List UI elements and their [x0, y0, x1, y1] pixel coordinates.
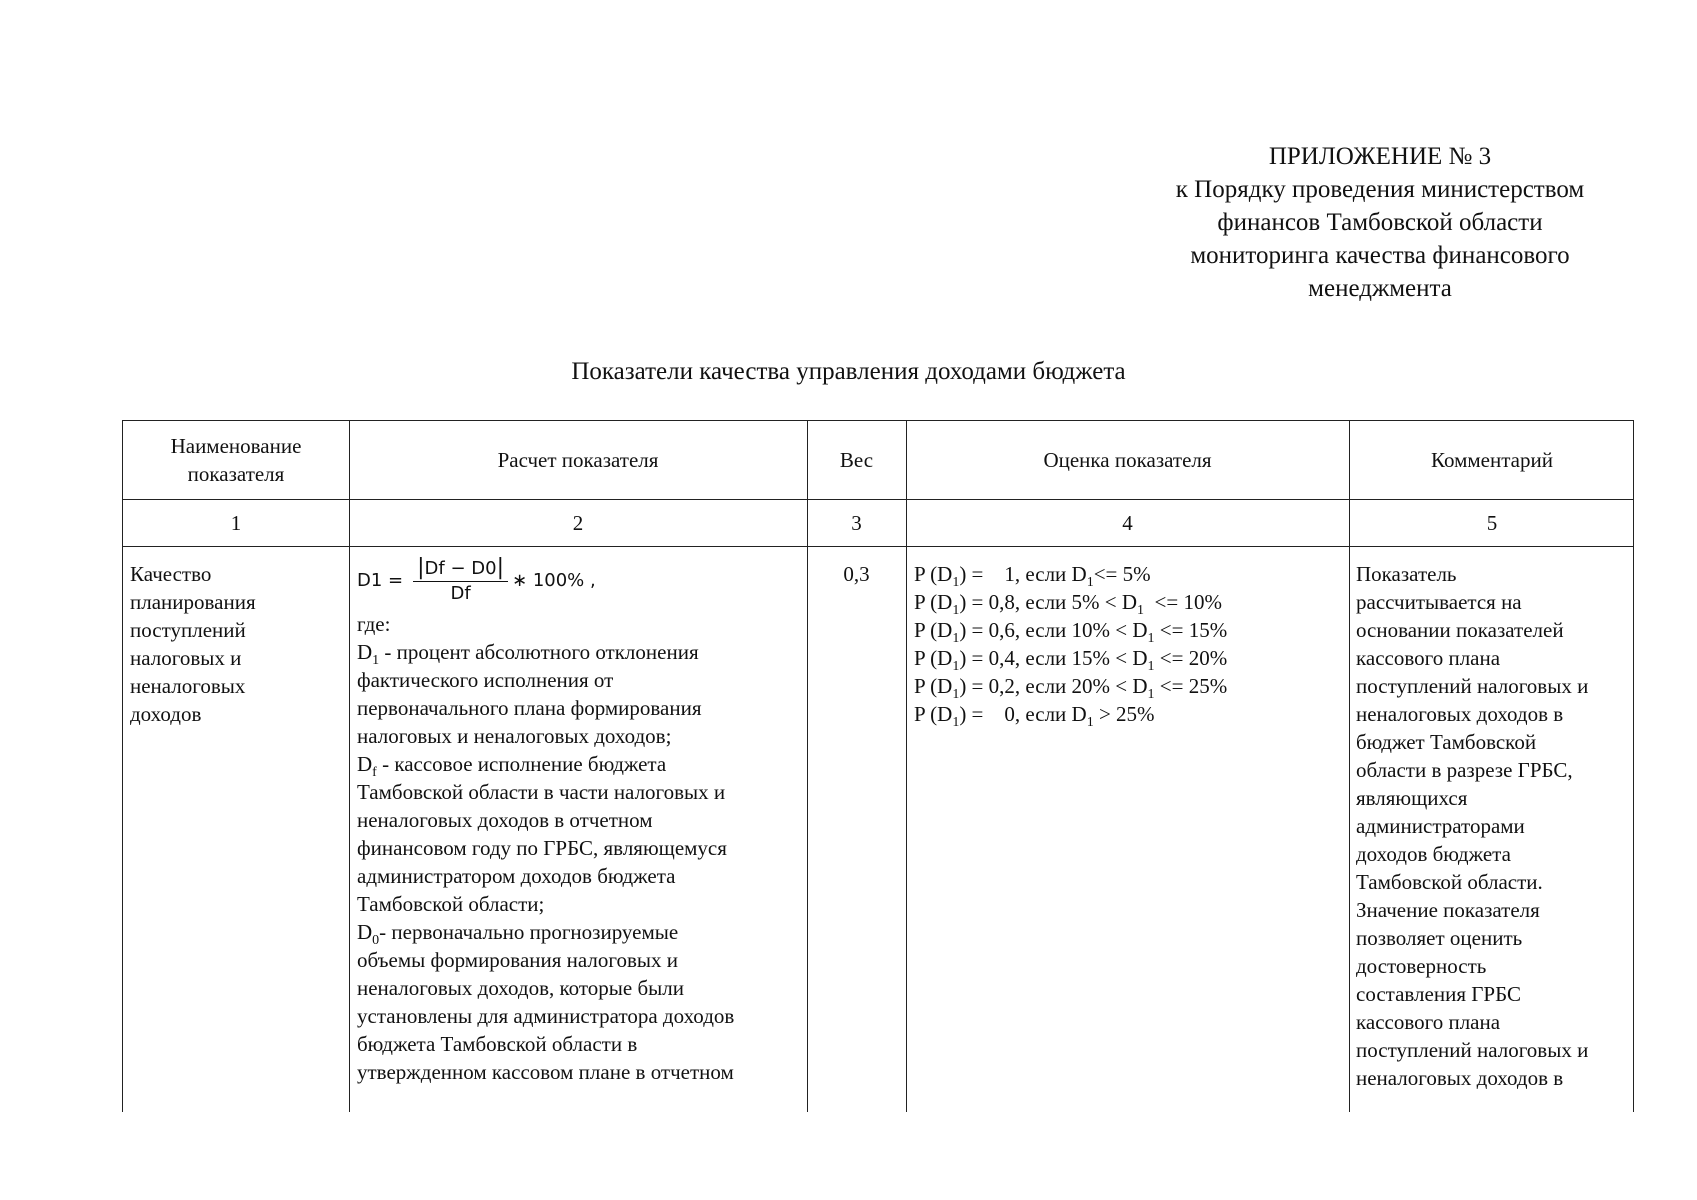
appendix-line: финансов Тамбовской области [1217, 209, 1543, 236]
comment-line: Тамбовской области. [1356, 870, 1543, 894]
definition-line: финансовом году по ГРБС, являющемуся [357, 836, 727, 860]
indicator-name-line: неналоговых [130, 674, 246, 698]
score-threshold: <= 15% [1154, 618, 1228, 642]
definition-line [357, 750, 801, 781]
score-condition: ) = 1, если D [959, 562, 1087, 586]
score-subscript: 1 [1086, 575, 1094, 591]
comment-line: кассового плана [1356, 1010, 1501, 1034]
comment-line: доходов бюджета [1356, 842, 1511, 866]
score-subscript: 1 [1086, 715, 1094, 731]
column-number: 3 [851, 510, 862, 535]
score-prefix: P (D [914, 674, 953, 698]
indicator-weight: 0,3 [843, 562, 870, 586]
comment-line: неналоговых доходов в [1356, 702, 1564, 726]
score-prefix: P (D [914, 702, 953, 726]
score-line [914, 588, 1343, 619]
score-condition: ) = 0,2, если 20% < D [959, 674, 1148, 698]
comment-line: основании показателей [1356, 618, 1564, 642]
comment-line: кассового плана [1356, 646, 1501, 670]
appendix-line: к Порядку проведения министерством [1175, 176, 1585, 203]
score-subscript: 1 [952, 575, 960, 591]
indicator-comment [1349, 546, 1635, 1092]
score-condition: ) = 0,8, если 5% < D [959, 590, 1138, 614]
appendix-line: мониторинга качества финансового [1190, 242, 1570, 269]
formula [357, 552, 801, 610]
formula-fraction [413, 556, 508, 606]
formula-lhs: D1 = [357, 570, 404, 591]
comment-line: поступлений налоговых и [1356, 674, 1589, 698]
score-threshold: > 25% [1093, 702, 1155, 726]
score-subscript: 1 [952, 687, 960, 703]
column-number: 4 [1122, 510, 1133, 535]
definition-line: первоначального плана формирования [357, 696, 702, 720]
comment-line: Значение показателя [1356, 898, 1540, 922]
column-number: 5 [1486, 510, 1498, 535]
score-subscript: 1 [1147, 687, 1155, 703]
indicator-name-line: поступлений [130, 618, 246, 642]
comment-line: являющихся [1356, 786, 1468, 810]
indicator-score [906, 546, 1349, 731]
comment-line: позволяет оценить [1356, 926, 1523, 950]
score-line [914, 672, 1343, 703]
definition-text: - первоначально прогнозируемые [379, 920, 679, 944]
score-subscript: 1 [1147, 631, 1155, 647]
score-condition: ) = 0, если D [959, 702, 1087, 726]
definition-subscript: 1 [372, 653, 380, 669]
comment-line: составления ГРБС [1356, 982, 1521, 1006]
score-prefix: P (D [914, 618, 953, 642]
score-threshold: <= 25% [1154, 674, 1228, 698]
definition-line: неналоговых доходов в отчетном [357, 808, 653, 832]
definition-line [357, 918, 801, 949]
definition-subscript: f [372, 765, 377, 781]
definition-line: Тамбовской области в части налоговых и [357, 780, 726, 804]
indicator-name-line: Качество [130, 562, 212, 586]
indicator-name [123, 546, 349, 728]
header-name: Наименование показателя [170, 434, 302, 486]
score-prefix: P (D [914, 590, 953, 614]
score-subscript: 1 [952, 659, 960, 675]
score-prefix: P (D [914, 646, 953, 670]
comment-line: Показатель [1356, 562, 1457, 586]
score-line [914, 700, 1343, 731]
definition-line: установлены для администратора доходов [357, 1004, 735, 1028]
indicator-calculation [349, 546, 807, 1086]
comment-line: бюджет Тамбовской [1356, 730, 1537, 754]
comment-line: области в разрезе ГРБС, [1356, 758, 1573, 782]
definition-symbol: D [357, 920, 373, 944]
score-subscript: 1 [952, 603, 960, 619]
definition-line: налоговых и неналоговых доходов; [357, 724, 672, 748]
definition-line: бюджета Тамбовской области в [357, 1032, 638, 1056]
score-condition: ) = 0,4, если 15% < D [959, 646, 1148, 670]
definition-line: фактического исполнения от [357, 668, 614, 692]
score-line [914, 560, 1343, 591]
score-threshold: <= 5% [1093, 562, 1151, 586]
header-score: Оценка показателя [1043, 448, 1212, 472]
comment-line: достоверность [1356, 954, 1487, 978]
header-comment: Комментарий [1431, 448, 1553, 472]
definition-line: объемы формирования налоговых и [357, 948, 678, 972]
comment-line: поступлений налоговых и [1356, 1038, 1589, 1062]
appendix-header [1100, 140, 1660, 305]
comment-line: неналоговых доходов в [1356, 1066, 1564, 1090]
score-threshold: <= 10% [1144, 590, 1222, 614]
definition-subscript: 0 [372, 933, 380, 949]
score-subscript: 1 [952, 631, 960, 647]
formula-numerator-text: Df − D0 [424, 558, 497, 579]
definition-line [357, 638, 801, 669]
comment-line: администраторами [1356, 814, 1525, 838]
score-line [914, 616, 1343, 647]
header-weight: Вес [839, 448, 874, 472]
document-title: Показатели качества управления доходами бюджета [571, 358, 1126, 385]
column-number: 2 [572, 510, 584, 535]
appendix-line: менеджмента [1308, 275, 1452, 302]
appendix-title: ПРИЛОЖЕНИЕ № 3 [1268, 143, 1492, 170]
score-subscript: 1 [1147, 659, 1155, 675]
score-line [914, 644, 1343, 675]
definition-line: администратором доходов бюджета [357, 864, 676, 888]
score-prefix: P (D [914, 562, 953, 586]
abs-bar-right: | [496, 555, 505, 580]
definition-line: утвержденном кассовом плане в отчетном [357, 1060, 734, 1084]
indicator-name-line: доходов [130, 702, 202, 726]
definition-text: - кассовое исполнение бюджета [376, 752, 667, 776]
formula-tail: ∗ 100% , [512, 570, 596, 591]
definition-line: неналоговых доходов, которые были [357, 976, 684, 1000]
abs-bar-left: | [417, 555, 425, 580]
score-subscript: 1 [1137, 603, 1145, 619]
definition-symbol: D [357, 752, 373, 776]
definition-symbol: D [357, 640, 373, 664]
formula-numerator [413, 556, 508, 582]
column-number: 1 [230, 510, 242, 535]
where-label: где: [357, 612, 391, 636]
definition-text: - процент абсолютного отклонения [379, 640, 699, 664]
score-threshold: <= 20% [1154, 646, 1228, 670]
score-subscript: 1 [952, 715, 960, 731]
header-calculation: Расчет показателя [497, 448, 659, 472]
indicators-table [122, 420, 1634, 1112]
indicator-name-line: налоговых и [130, 646, 242, 670]
definition-line: Тамбовской области; [357, 892, 545, 916]
score-condition: ) = 0,6, если 10% < D [959, 618, 1148, 642]
formula-denominator: Df [450, 583, 471, 604]
indicator-name-line: планирования [130, 590, 256, 614]
comment-line: рассчитывается на [1356, 590, 1522, 614]
